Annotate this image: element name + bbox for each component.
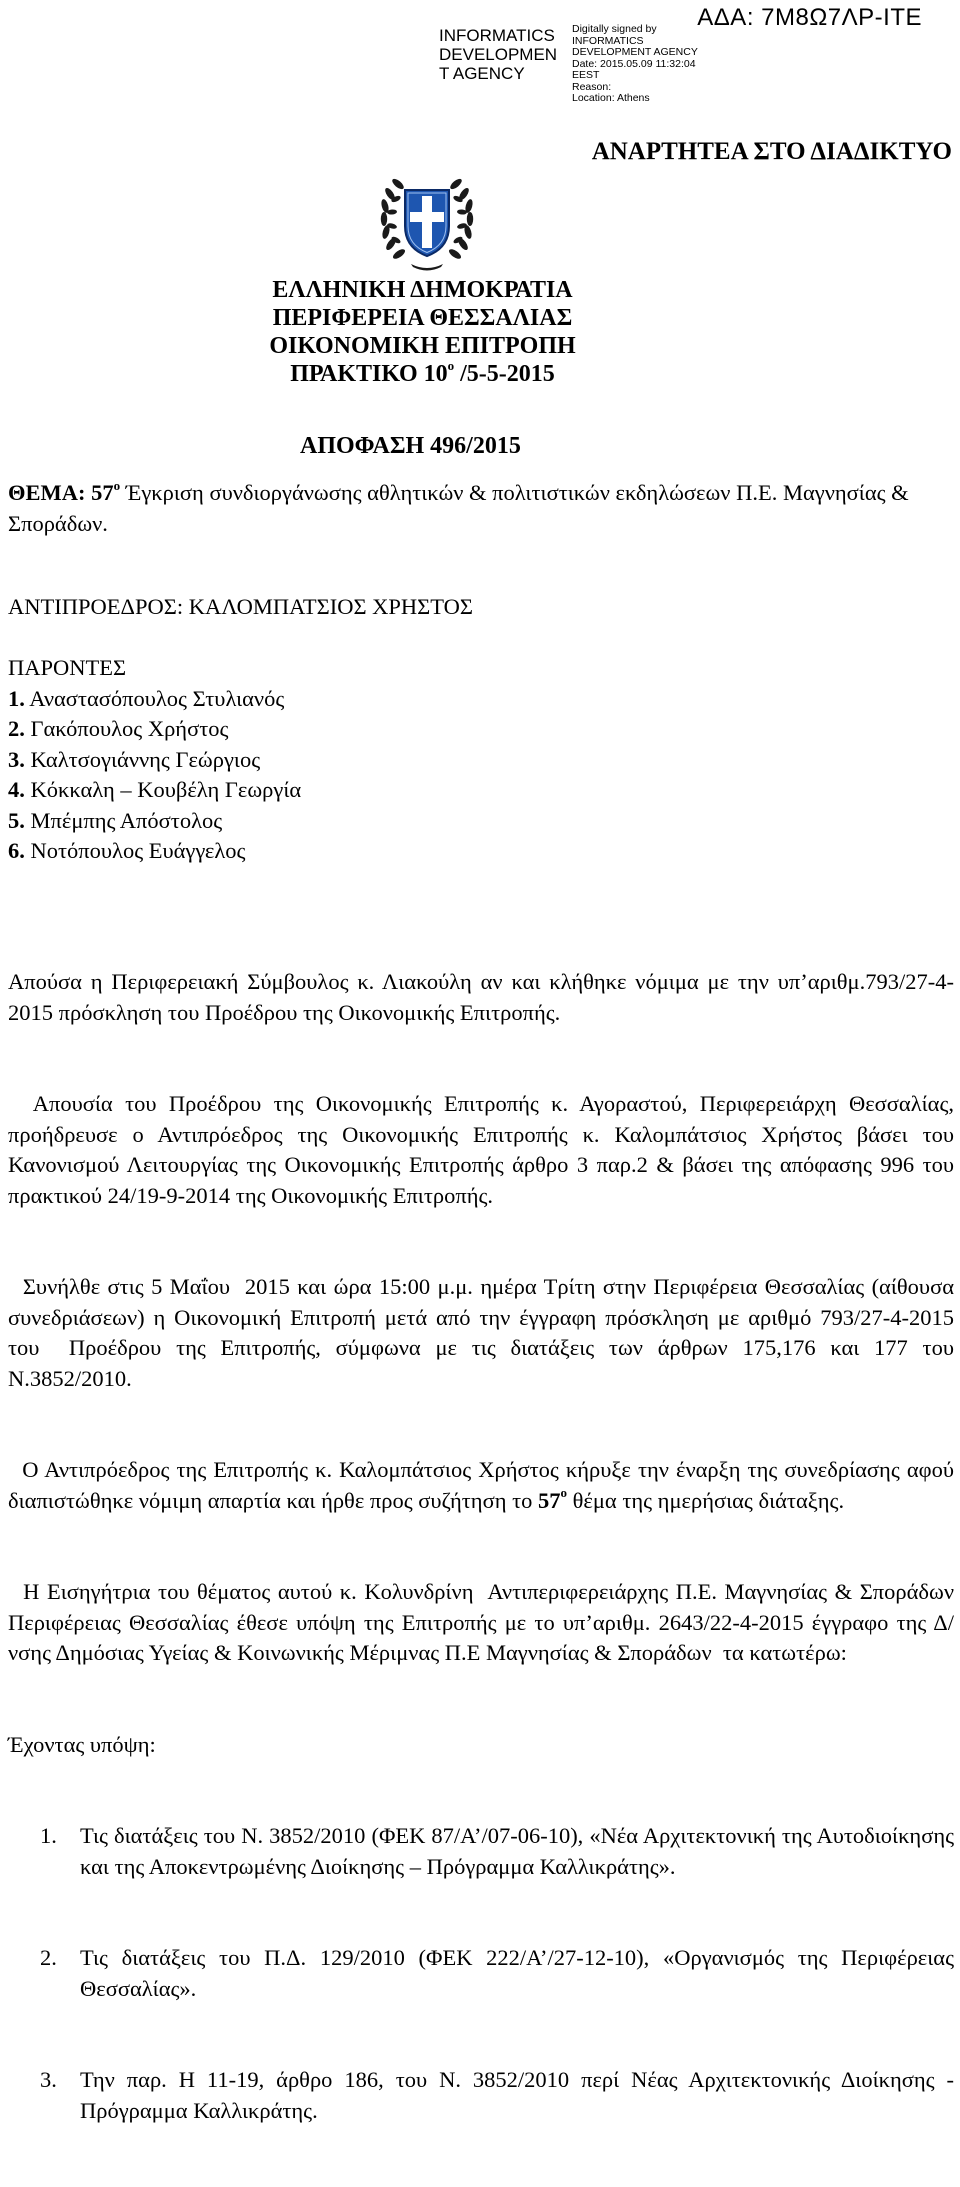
region-title: ΠΕΡΙΦΕΡΕΙΑ ΘΕΣΣΑΛΙΑΣ [272, 305, 573, 331]
list-item: 3. Καλτσογιάννης Γεώργιος [8, 746, 261, 772]
list-item: 3. Την παρ. Η 11-19, άρθρο 186, του Ν. 3852/2010 περί Νέας Αρχιτεκτονικής Διοίκησης - Πρόγραμμα Καλλικράτης. [40, 2067, 960, 2123]
ada-code: ΑΔΑ: 7Μ8Ω7ΛΡ-ΙΤΕ [697, 4, 922, 31]
republic-title: ΕΛΛΗΝΙΚΗ ΔΗΜΟΚΡΑΤΙΑ [272, 277, 573, 303]
present-title: ΠΑΡΟΝΤΕΣ [8, 655, 127, 680]
list-item: 2. Τις διατάξεις του Π.Δ. 129/2010 (ΦΕΚ 222/Α’/27-12-10), «Οργανισμός της Περιφέρειας Θεσσαλίας». [40, 1945, 960, 2001]
vice-chair: ΑΝΤΙΠΡΟΕΔΡΟΣ: ΚΑΛΟΜΠΑΤΣΙΟΣ ΧΡΗΣΤΟΣ [8, 594, 473, 619]
signer-name: INFORMATICS DEVELOPMEN T AGENCY [439, 26, 558, 83]
decision-number: ΑΠΟΦΑΣΗ 496/2015 [300, 433, 521, 459]
minutes-number: ΠΡΑΚΤΙΚΟ $10^o$ /5-5-2015 [290, 358, 555, 387]
meeting-paragraph: Συνήλθε στις 5 Μαΐου 2015 και ώρα 15:00 μ.μ. ημέρα Τρίτη στην Περιφέρεια Θεσσαλίας (αίθουσα συνεδριάσεων) η Οικονομική Επιτροπή μετά από την έγγραφη πρόσκληση με αριθμό 793/27-4-2015 του Προέδρου της Επιτροπής, σύμφωνα με τις διατάξεις των άρθρων 175,176 και 177 του Ν.3852/2010. [8, 1274, 960, 1391]
considering-label: Έχοντας υπόψη: [8, 1731, 156, 1757]
list-item: 2. Γακόπουλος Χρήστος [8, 716, 229, 741]
opening-paragraph: Ο Αντιπρόεδρος της Επιτροπής κ. Καλομπάτσιος Χρήστος κήρυξε την έναρξη της συνεδρίασης αφού διαπιστώθηκε νόμιμη απαρτία και ήρθε προς συζήτηση το $57^o$ θέμα της ημερήσιας διάταξης. [8, 1457, 960, 1513]
subject: ΘΕΜΑ: $57^o$ Έγκριση συνδιοργάνωσης αθλητικών & πολιτιστικών εκδηλώσεων Π.Ε. Μαγνησίας & Σποράδων. [8, 477, 909, 536]
chair-paragraph: Απουσία του Προέδρου της Οικονομικής Επιτροπής κ. Αγοραστού, Περιφερειάρχη Θεσσαλίας, προήδρευσε ο Αντιπρόεδρος της Οικονομικής Επιτροπής κ. Καλομπάτσιος Χρήστος βάσει του Κανονισμού Λειτουργίας της Οικονομικής Επιτροπής άρθρο 3 παρ.2 & βάσει της απόφασης 996 του πρακτικού 24/19-9-2014 της Οικονομικής Επιτροπής. [8, 1091, 960, 1208]
greek-emblem-icon [377, 168, 477, 274]
online-notice: ΑΝΑΡΤΗΤΕΑ ΣΤΟ ΔΙΑΔΙΚΤΥΟ [591, 138, 952, 165]
present-members [8, 653, 954, 867]
list-item: 4. Κόκκαλη – Κουβέλη Γεωργία [8, 777, 302, 802]
list-item: 6. Νοτόπουλος Ευάγγελος [8, 838, 246, 863]
body-paragraphs [8, 906, 960, 2187]
rapporteur-paragraph: Η Εισηγήτρια του θέματος αυτού κ. Κολυνδρίνη Αντιπεριφερειάρχης Π.Ε. Μαγνησίας & Σποράδων Περιφέρειας Θεσσαλίας έθεσε υπόψη της Επιτροπής με το υπ’αριθμ. 2643/22-4-2015 έγγραφο της Δ/νσης Δημόσιας Υγείας & Κοινωνικής Μέριμνας Π.Ε Μαγνησίας & Σποράδων τα κατωτέρω: [8, 1579, 960, 1665]
committee-title: ΟΙΚΟΝΟΜΙΚΗ ΕΠΙΤΡΟΠΗ [269, 333, 576, 359]
list-item: 1. Αναστασόπουλος Στυλιανός [8, 685, 285, 711]
document-header [250, 276, 595, 388]
list-item: 5. Μπέμπης Απόστολος [8, 807, 223, 833]
signature-details: Digitally signed by INFORMATICS DEVELOPMENT AGENCY Date: 2015.05.09 11:32:04 EEST Reason: Location: Athens [572, 23, 698, 104]
absence-paragraph: Απούσα η Περιφερειακή Σύμβουλος κ. Λιακούλη αν και κλήθηκε νόμιμα με την υπ’αριθμ.793/27-4-2015 πρόσκληση του Προέδρου της Οικονομικής Επιτροπής. [8, 969, 954, 1025]
digital-signature [439, 22, 699, 102]
list-item: 1. Τις διατάξεις του Ν. 3852/2010 (ΦΕΚ 87/Α’/07-06-10), «Νέα Αρχιτεκτονική της Αυτοδιοίκησης και της Αποκεντρωμένης Διοίκησης – Πρόγραμμα Καλλικράτης». [40, 1823, 960, 1879]
